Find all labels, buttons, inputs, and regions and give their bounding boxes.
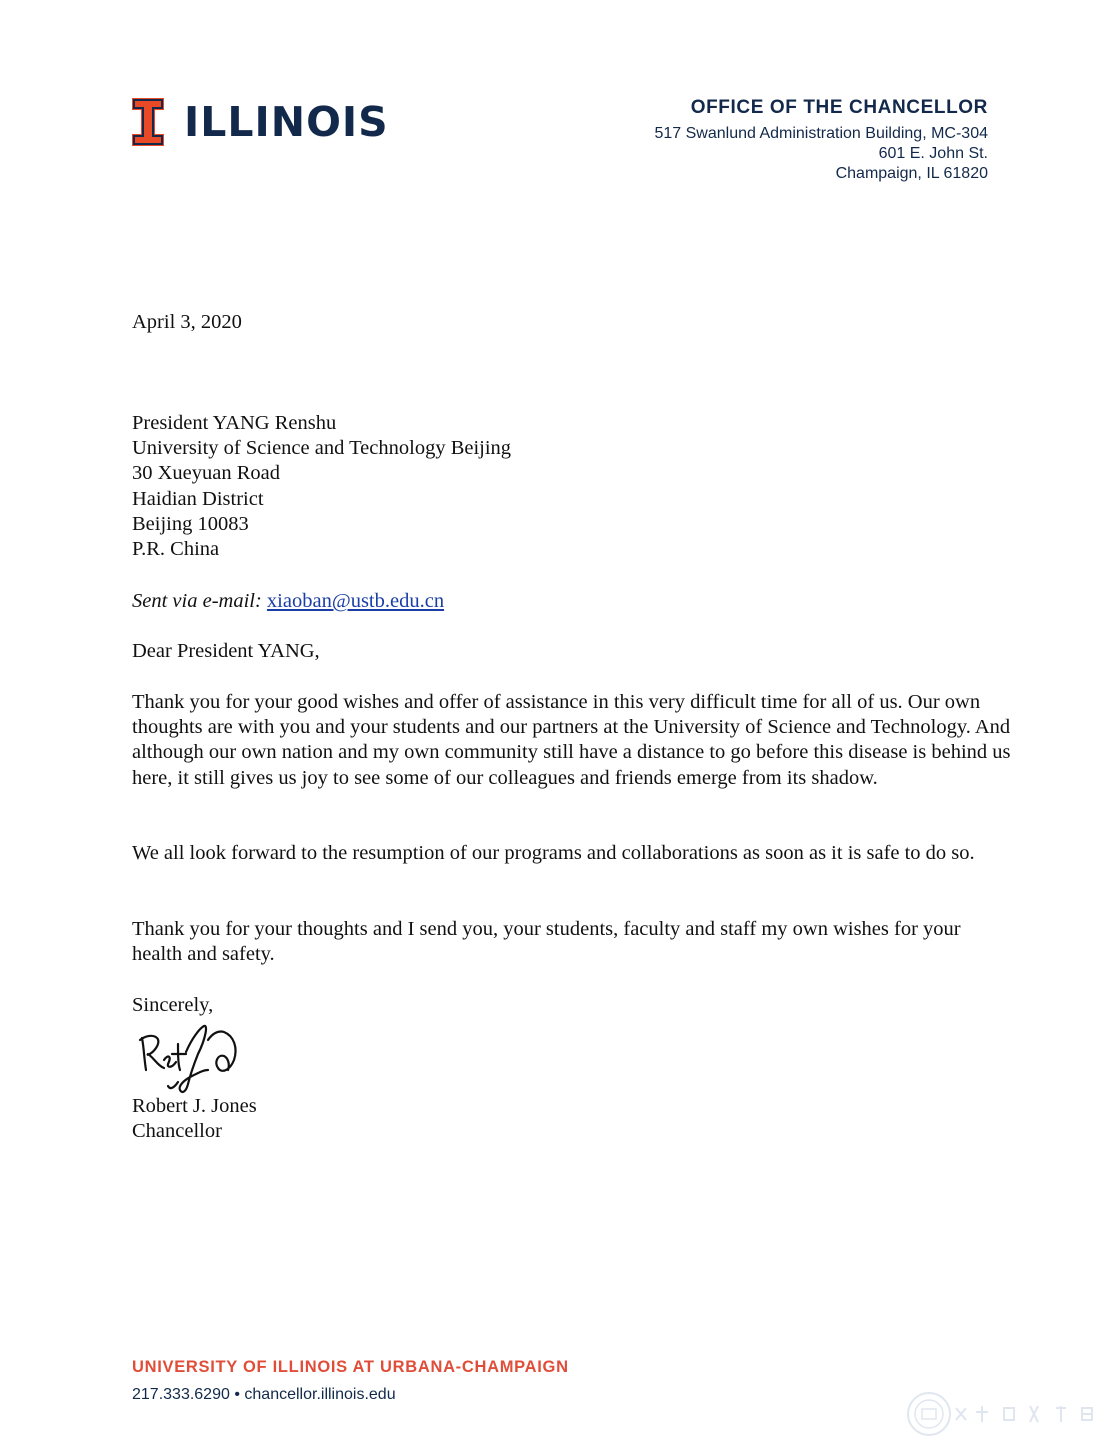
signer-title: Chancellor — [132, 1120, 222, 1143]
recipient-line: Haidian District — [132, 487, 264, 510]
office-address-block — [654, 96, 988, 184]
recipient-line: President YANG Renshu — [132, 412, 337, 434]
body-paragraph: We all look forward to the resumption of our programs and collaborations as soon as it is safe to do so. — [132, 842, 975, 864]
recipient-line: 30 Xueyuan Road — [132, 462, 281, 485]
watermark-script — [952, 1402, 1102, 1426]
illinois-logo[interactable] — [132, 98, 389, 146]
signer-block — [132, 1094, 1012, 1144]
letter-date: April 3, 2020 — [132, 311, 242, 333]
footer-website[interactable]: chancellor.illinois.edu — [244, 1386, 396, 1403]
address-line: Champaign, IL 61820 — [835, 165, 988, 182]
footer — [132, 1356, 569, 1406]
address-line: 517 Swanlund Administration Building, MC-304 — [654, 125, 988, 142]
seal-icon — [906, 1391, 952, 1437]
signature-icon — [134, 1014, 254, 1098]
signer-name: Robert J. Jones — [132, 1095, 257, 1117]
footer-university: UNIVERSITY OF ILLINOIS AT URBANA-CHAMPAIGN — [132, 1358, 569, 1376]
footer-phone[interactable]: 217.333.6290 — [132, 1386, 230, 1403]
salutation: Dear President YANG, — [132, 640, 320, 662]
recipient-line: University of Science and Technology Beijing — [132, 437, 512, 460]
address-line: 601 E. John St. — [878, 145, 988, 162]
logo-wordmark: ILLINOIS — [184, 98, 389, 146]
footer-separator: • — [234, 1386, 240, 1403]
office-title: OFFICE OF THE CHANCELLOR — [690, 97, 988, 118]
block-i-icon — [132, 98, 164, 146]
email-link[interactable]: xiaoban@ustb.edu.cn — [266, 590, 445, 612]
sent-via-label: Sent via e-mail: — [132, 590, 262, 612]
recipient-line: Beijing 10083 — [132, 512, 249, 535]
closing: Sincerely, — [132, 994, 214, 1016]
body-paragraph: Thank you for your thoughts and I send you, your students, faculty and staff my own wishes for your health and safety. — [132, 918, 961, 966]
watermark — [906, 1391, 1102, 1437]
recipient-line: P.R. China — [132, 538, 220, 561]
footer-contact — [132, 1384, 569, 1406]
sent-via-line — [132, 589, 1012, 614]
recipient-block — [132, 411, 1012, 562]
body-paragraph: Thank you for your good wishes and offer of assistance in this very difficult time for all of us. Our own thoughts are with you and your students and our partners at the University of Science and Technology. And although our own nation and my own community still have a distance to go before this disease is behind us here, it still gives us joy to see some of our colleagues and friends emerge from its shadow. — [132, 691, 1011, 789]
